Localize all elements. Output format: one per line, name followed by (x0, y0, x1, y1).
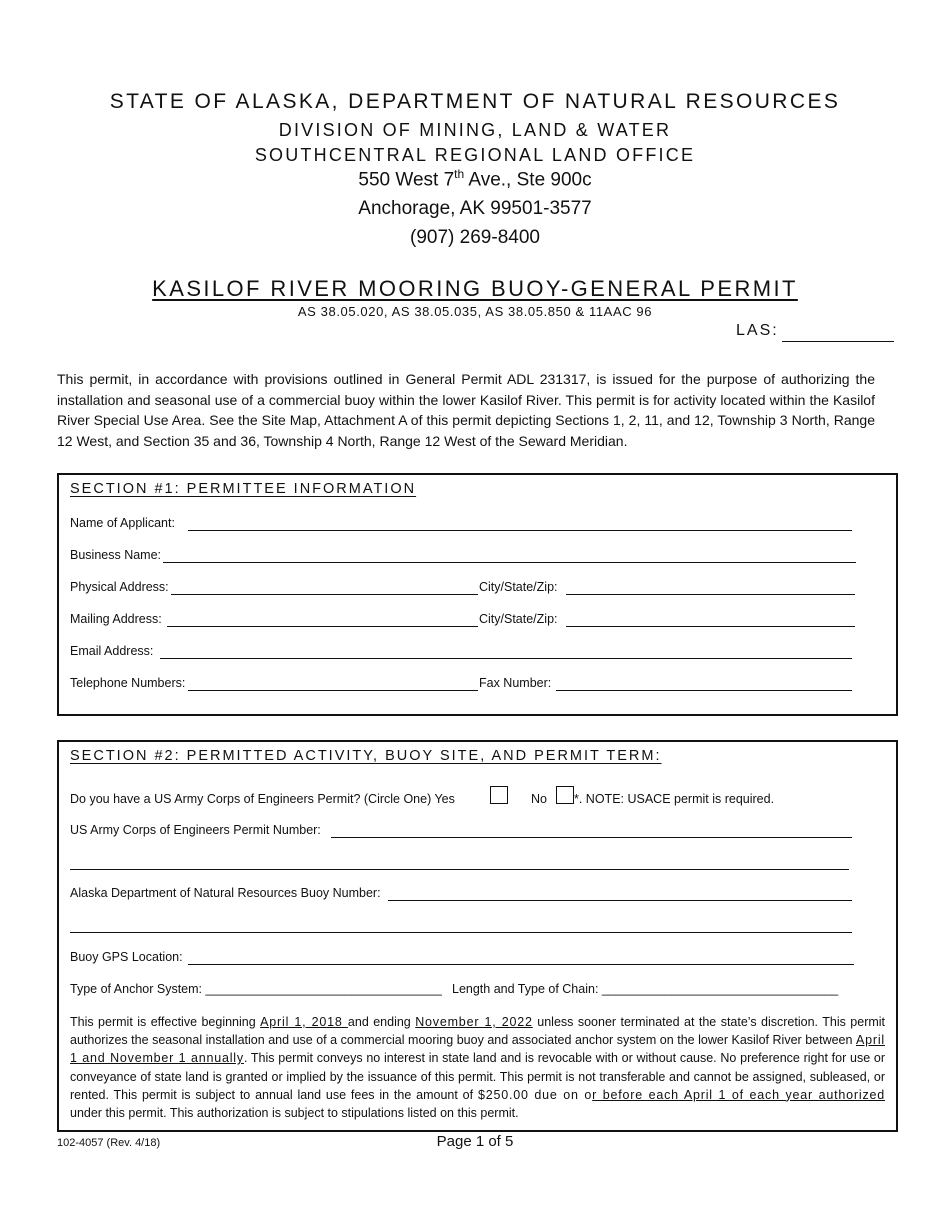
division-title: DIVISION OF MINING, LAND & WATER (278, 120, 672, 140)
agency-title: STATE OF ALASKA, DEPARTMENT OF NATURAL RESOURCES (109, 90, 841, 113)
name-of-applicant-field[interactable] (188, 530, 852, 531)
office-address: 550 West 7th Ave., Ste 900c (358, 167, 592, 191)
name-of-applicant-label: Name of Applicant: (70, 516, 175, 530)
fax-number-label: Fax Number: (479, 676, 552, 690)
physical-city-field[interactable] (566, 594, 855, 595)
adnr-buoy-number-field[interactable] (388, 900, 852, 901)
usace-yes-checkbox[interactable] (490, 786, 508, 804)
email-address-field[interactable] (160, 658, 852, 659)
physical-city-label: City/State/Zip: (479, 580, 558, 594)
business-name-field[interactable] (163, 562, 856, 563)
usace-no-checkbox[interactable] (556, 786, 574, 804)
adnr-buoy-number-label: Alaska Department of Natural Resources Buoy Number: (70, 886, 381, 900)
fee-amount: $250.00 due on o (477, 1087, 593, 1102)
fax-number-field[interactable] (556, 690, 852, 691)
adnr-buoy-number-field-continued[interactable] (70, 932, 852, 933)
chain-type-field[interactable]: Length and Type of Chain: __________________________________ (452, 982, 839, 996)
fee-due-date: r before each April 1 of each year authorized (592, 1087, 886, 1102)
email-address-label: Email Address: (70, 644, 154, 658)
telephone-field[interactable] (188, 690, 478, 691)
las-label: LAS: (736, 322, 779, 339)
physical-address-field[interactable] (171, 594, 478, 595)
permit-terms: This permit is effective beginning April 1, 2018 and ending November 1, 2022 unless sooner terminated at the state’s discretion. This permit authorizes the seasonal installation and use of a commercial mooring buoy and associated anchor system on the lower Kasilof River between April 1 and November 1 annually. This permit conveys no interest in state land and is revocable with or without cause. No preference right for use or conveyance of state land is granted or implied by the issuance of this permit. This permit is not transferable and cannot be assigned, subleased, or rented. This permit is subject to annual land use fees in the amount of $250.00 due on or before each April 1 of each year authorized under this permit. This authorization is subject to stipulations listed on this permit. (70, 1015, 886, 1121)
physical-address-label: Physical Address: (70, 580, 169, 594)
office-title: SOUTHCENTRAL REGIONAL LAND OFFICE (254, 145, 696, 165)
mailing-address-label: Mailing Address: (70, 612, 162, 626)
usace-question: Do you have a US Army Corps of Engineers Permit? (Circle One) Yes (70, 792, 455, 806)
business-name-label: Business Name: (70, 548, 162, 562)
statutes: AS 38.05.020, AS 38.05.035, AS 38.05.850 & 11AAC 96 (297, 304, 653, 319)
section-2-title: SECTION #2: PERMITTED ACTIVITY, BUOY SITE, AND PERMIT TERM: (70, 748, 662, 764)
anchor-system-field[interactable]: Type of Anchor System: __________________________________ (70, 982, 442, 996)
buoy-gps-location-field[interactable] (188, 964, 854, 965)
usace-permit-number-field-continued[interactable] (70, 869, 849, 870)
ending-date: November 1, 2022 (415, 1015, 533, 1029)
office-phone: (907) 269-8400 (410, 227, 540, 248)
form-number: 102-4057 (Rev. 4/18) (57, 1137, 161, 1149)
section-1-title: SECTION #1: PERMITTEE INFORMATION (70, 481, 417, 497)
effective-date: April 1, 2018 (260, 1015, 348, 1029)
usace-permit-number-label: US Army Corps of Engineers Permit Number: (70, 823, 321, 837)
usace-note: *. NOTE: USACE permit is required. (574, 792, 775, 806)
las-field[interactable] (782, 341, 894, 342)
intro-paragraph: This permit, in accordance with provisions outlined in General Permit ADL 231317, is issued for the purpose of authorizing the installation and seasonal use of a commercial buoy within the lower Kasilof River. This permit is for activity located within the Kasilof River Special Use Area. See the Site Map, Attachment A of this permit depicting Sections 1, 2, 11, and 12, Township 3 North, Range 12 West, and Section 35 and 36, Township 4 North, Range 12 West of the Seward Meridian. (57, 371, 875, 449)
buoy-gps-location-label: Buoy GPS Location: (70, 950, 183, 964)
usace-no-label: No (531, 792, 547, 806)
office-city: Anchorage, AK 99501-3577 (358, 198, 592, 219)
page-number: Page 1 of 5 (436, 1133, 514, 1150)
usace-permit-number-field[interactable] (331, 837, 852, 838)
telephone-label: Telephone Numbers: (70, 676, 186, 690)
mailing-address-field[interactable] (167, 626, 478, 627)
season-dates: April 1 and November 1 annually (70, 1033, 885, 1066)
permit-title: KASILOF RIVER MOORING BUOY-GENERAL PERMIT (152, 276, 798, 301)
mailing-city-label: City/State/Zip: (479, 612, 558, 626)
mailing-city-field[interactable] (566, 626, 855, 627)
